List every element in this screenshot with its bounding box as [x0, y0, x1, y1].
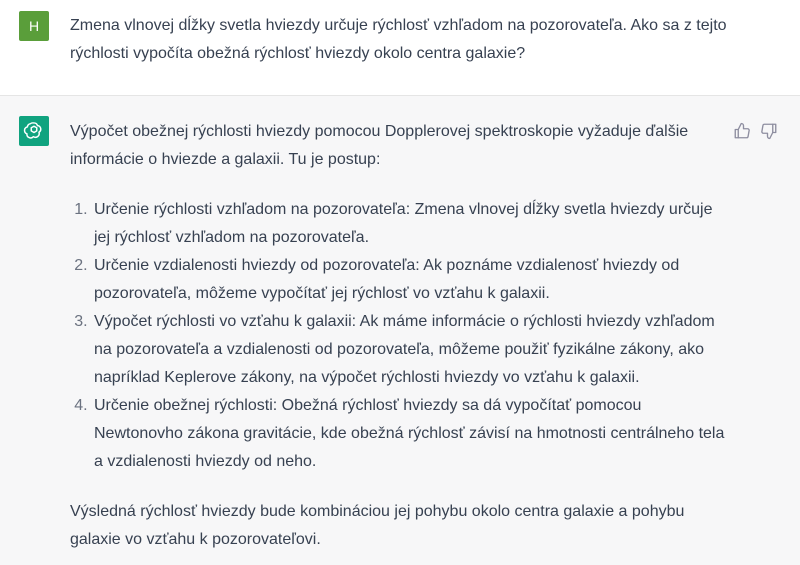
assistant-intro: Výpočet obežnej rýchlosti hviezdy pomocou Dopplerovej spektroskopie vyžaduje ďalšie informácie o hviezde a galaxii. Tu je postup: [70, 123, 689, 168]
assistant-avatar [19, 116, 49, 146]
user-avatar: H [19, 11, 49, 41]
openai-logo-icon [23, 120, 45, 142]
assistant-message-text [70, 118, 730, 554]
list-item: 1. Určenie rýchlosti vzhľadom na pozorovateľa: Zmena vlnovej dĺžky svetla hviezdy určuje jej rýchlosť vzhľadom na pozorovateľa. [92, 196, 730, 252]
user-message-text: Zmena vlnovej dĺžky svetla hviezdy určuje rýchlosť vzhľadom na pozorovateľa. Ako sa z tejto rýchlosti vypočíta obežná rýchlosť hviezdy okolo centra galaxie? [70, 17, 727, 62]
assistant-message-row [0, 96, 800, 565]
list-item: 3. Výpočet rýchlosti vo vzťahu k galaxii: Ak máme informácie o rýchlosti hviezdy vzhľadom na pozorovateľa a vzdialenosti od pozorovateľa, môžeme použiť fyzikálne zákony, ako napríklad Keplerove zákony, na výpočet rýchlosti hviezdy vo vzťahu k galaxii. [92, 308, 730, 392]
list-item: 2. Určenie vzdialenosti hviezdy od pozorovateľa: Ak poznáme vzdialenosť hviezdy od pozorovateľa, môžeme vypočítať jej rýchlosť vo vzťahu k galaxii. [92, 252, 730, 308]
list-item: 4. Určenie obežnej rýchlosti: Obežná rýchlosť hviezdy sa dá vypočítať pomocou Newtonovho zákona gravitácie, kde obežná rýchlosť závisí na hmotnosti centrálneho tela a vzdialenosti hviezdy od neho. [92, 392, 730, 476]
thumbs-down-icon[interactable] [760, 122, 778, 140]
assistant-conclusion: Výsledná rýchlosť hviezdy bude kombináciou jej pohybu okolo centra galaxie a pohybu galaxie vo vzťahu k pozorovateľovi. [70, 503, 685, 548]
user-message-row [0, 0, 800, 96]
thumbs-up-icon[interactable] [733, 122, 751, 140]
steps-list [70, 196, 730, 476]
